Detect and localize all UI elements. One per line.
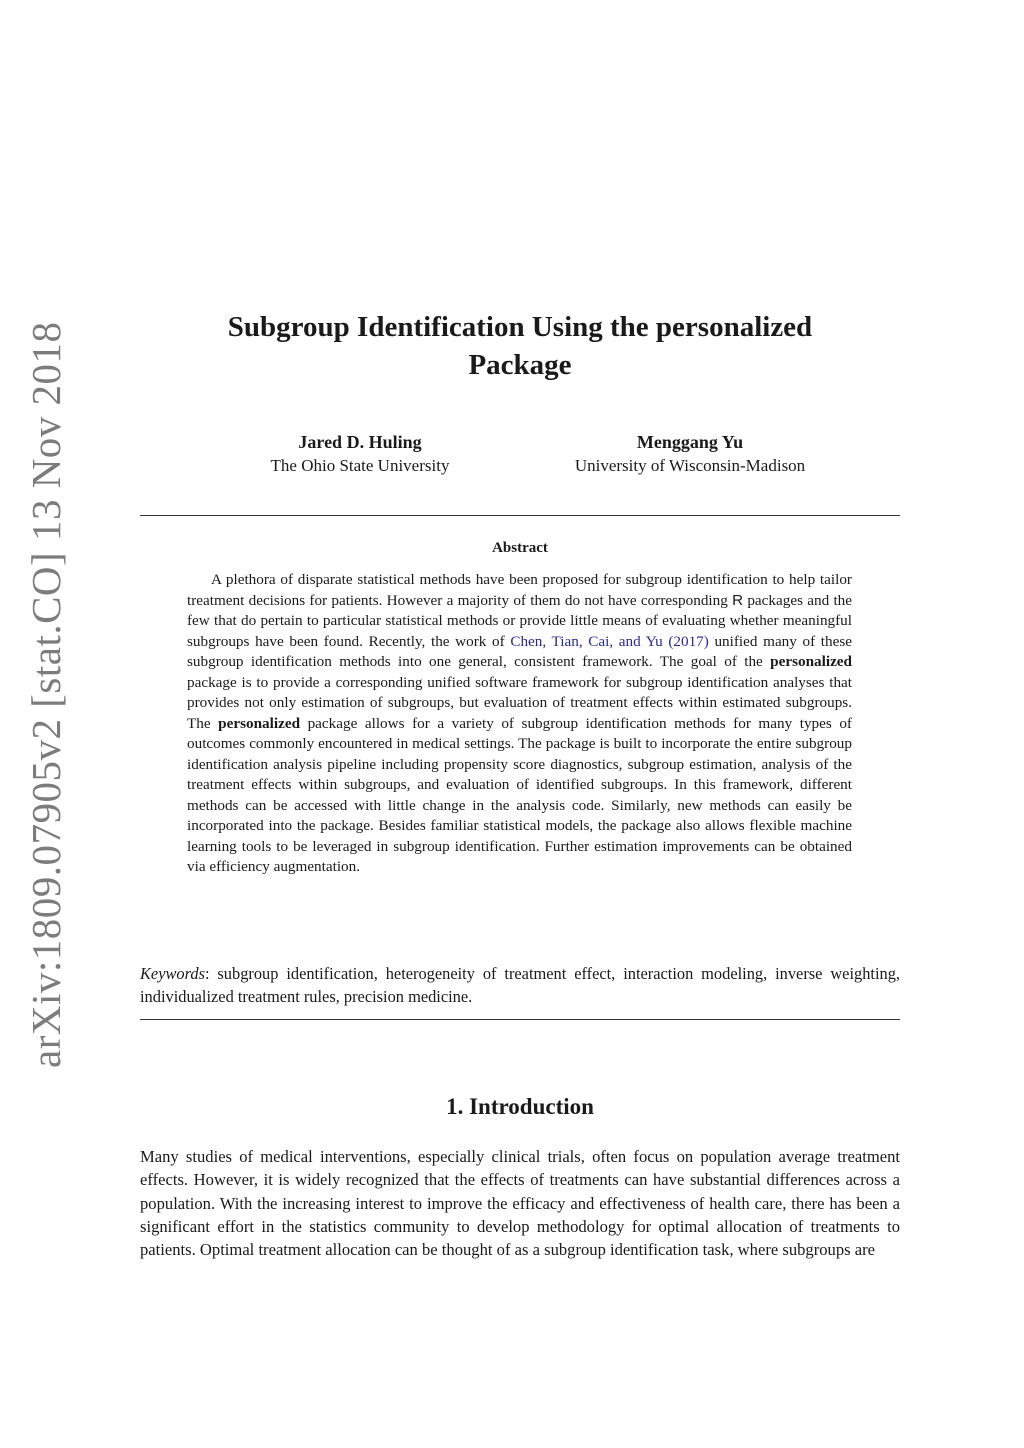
abstract-body [187, 570, 852, 878]
intro-paragraph: Many studies of medical interventions, especially clinical trials, often focus on population average treatment effects. However, it is widely recognized that the effects of treatments can have substantial differences across a population. With the increasing interest to improve the efficacy and effectiveness of health care, there has been a significant effort in the statistics community to develop methodology for optimal allocation of treatments to patients. Optimal treatment allocation can be thought of as a subgroup identification task, where subgroups are [140, 1147, 900, 1260]
author-affiliation: The Ohio State University [270, 456, 450, 475]
title-line-2: Package [468, 349, 572, 381]
abstract-text: unified many of these subgroup identification methods into one general, consistent framework. The goal of the [187, 632, 853, 670]
section-heading: 1. Introduction [446, 1094, 594, 1119]
abstract-text: A plethora of disparate statistical methods have been proposed for subgroup identification to help tailor treatment decisions for patients. However a majority of them do not have corresponding [187, 571, 852, 609]
author-block-1 [230, 430, 490, 478]
top-rule [140, 515, 900, 516]
title-line-1: Subgroup Identification Using the personalized [227, 311, 813, 343]
author-name: Menggang Yu [636, 432, 744, 452]
author-block-2 [540, 430, 840, 478]
keywords-text: : subgroup identification, heterogeneity of treatment effect, interaction modeling, inverse weighting, individualized treatment rules, precision medicine. [140, 964, 900, 1006]
keywords [140, 962, 900, 1008]
package-name: personalized [218, 714, 301, 732]
abstract-text: package allows for a variety of subgroup identification methods for many types of outcomes commonly encountered in medical settings. The package is built to incorporate the entire subgroup identification analysis pipeline including propensity score diagnostics, subgroup estimation, analysis of the treatment effects within subgroups, and evaluation of identified subgroups. In this framework, different methods can be accessed with little change in the analysis code. Similarly, new methods can easily be incorporated into the package. Besides familiar statistical models, the package also allows flexible machine learning tools to be leveraged in subgroup identification. Further estimation improvements can be obtained via efficiency augmentation. [187, 714, 852, 875]
paper-title [140, 308, 900, 384]
arxiv-identifier: arXiv:1809.07905v2 [stat.CO] 13 Nov 2018 [23, 321, 69, 1068]
bottom-rule [140, 1019, 900, 1020]
package-name: personalized [770, 653, 852, 670]
keywords-label: Keywords [140, 964, 205, 983]
author-name: Jared D. Huling [298, 432, 422, 452]
citation-link[interactable]: Chen, Tian, Cai, and Yu (2017) [510, 632, 709, 650]
abstract-text: packages and the few that do pertain to particular statistical methods or provide little means of evaluating whether meaningful subgroups have been found. Recently, the work of [187, 591, 852, 650]
r-language-symbol: R [732, 591, 744, 609]
abstract-heading: Abstract [492, 540, 548, 556]
abstract-text: package is to provide a corresponding unified software framework for subgroup identification analyses that provides not only estimation of subgroups, but evaluation of treatment effects within estimated subgroups. The [187, 673, 852, 732]
author-affiliation: University of Wisconsin-Madison [574, 456, 806, 475]
